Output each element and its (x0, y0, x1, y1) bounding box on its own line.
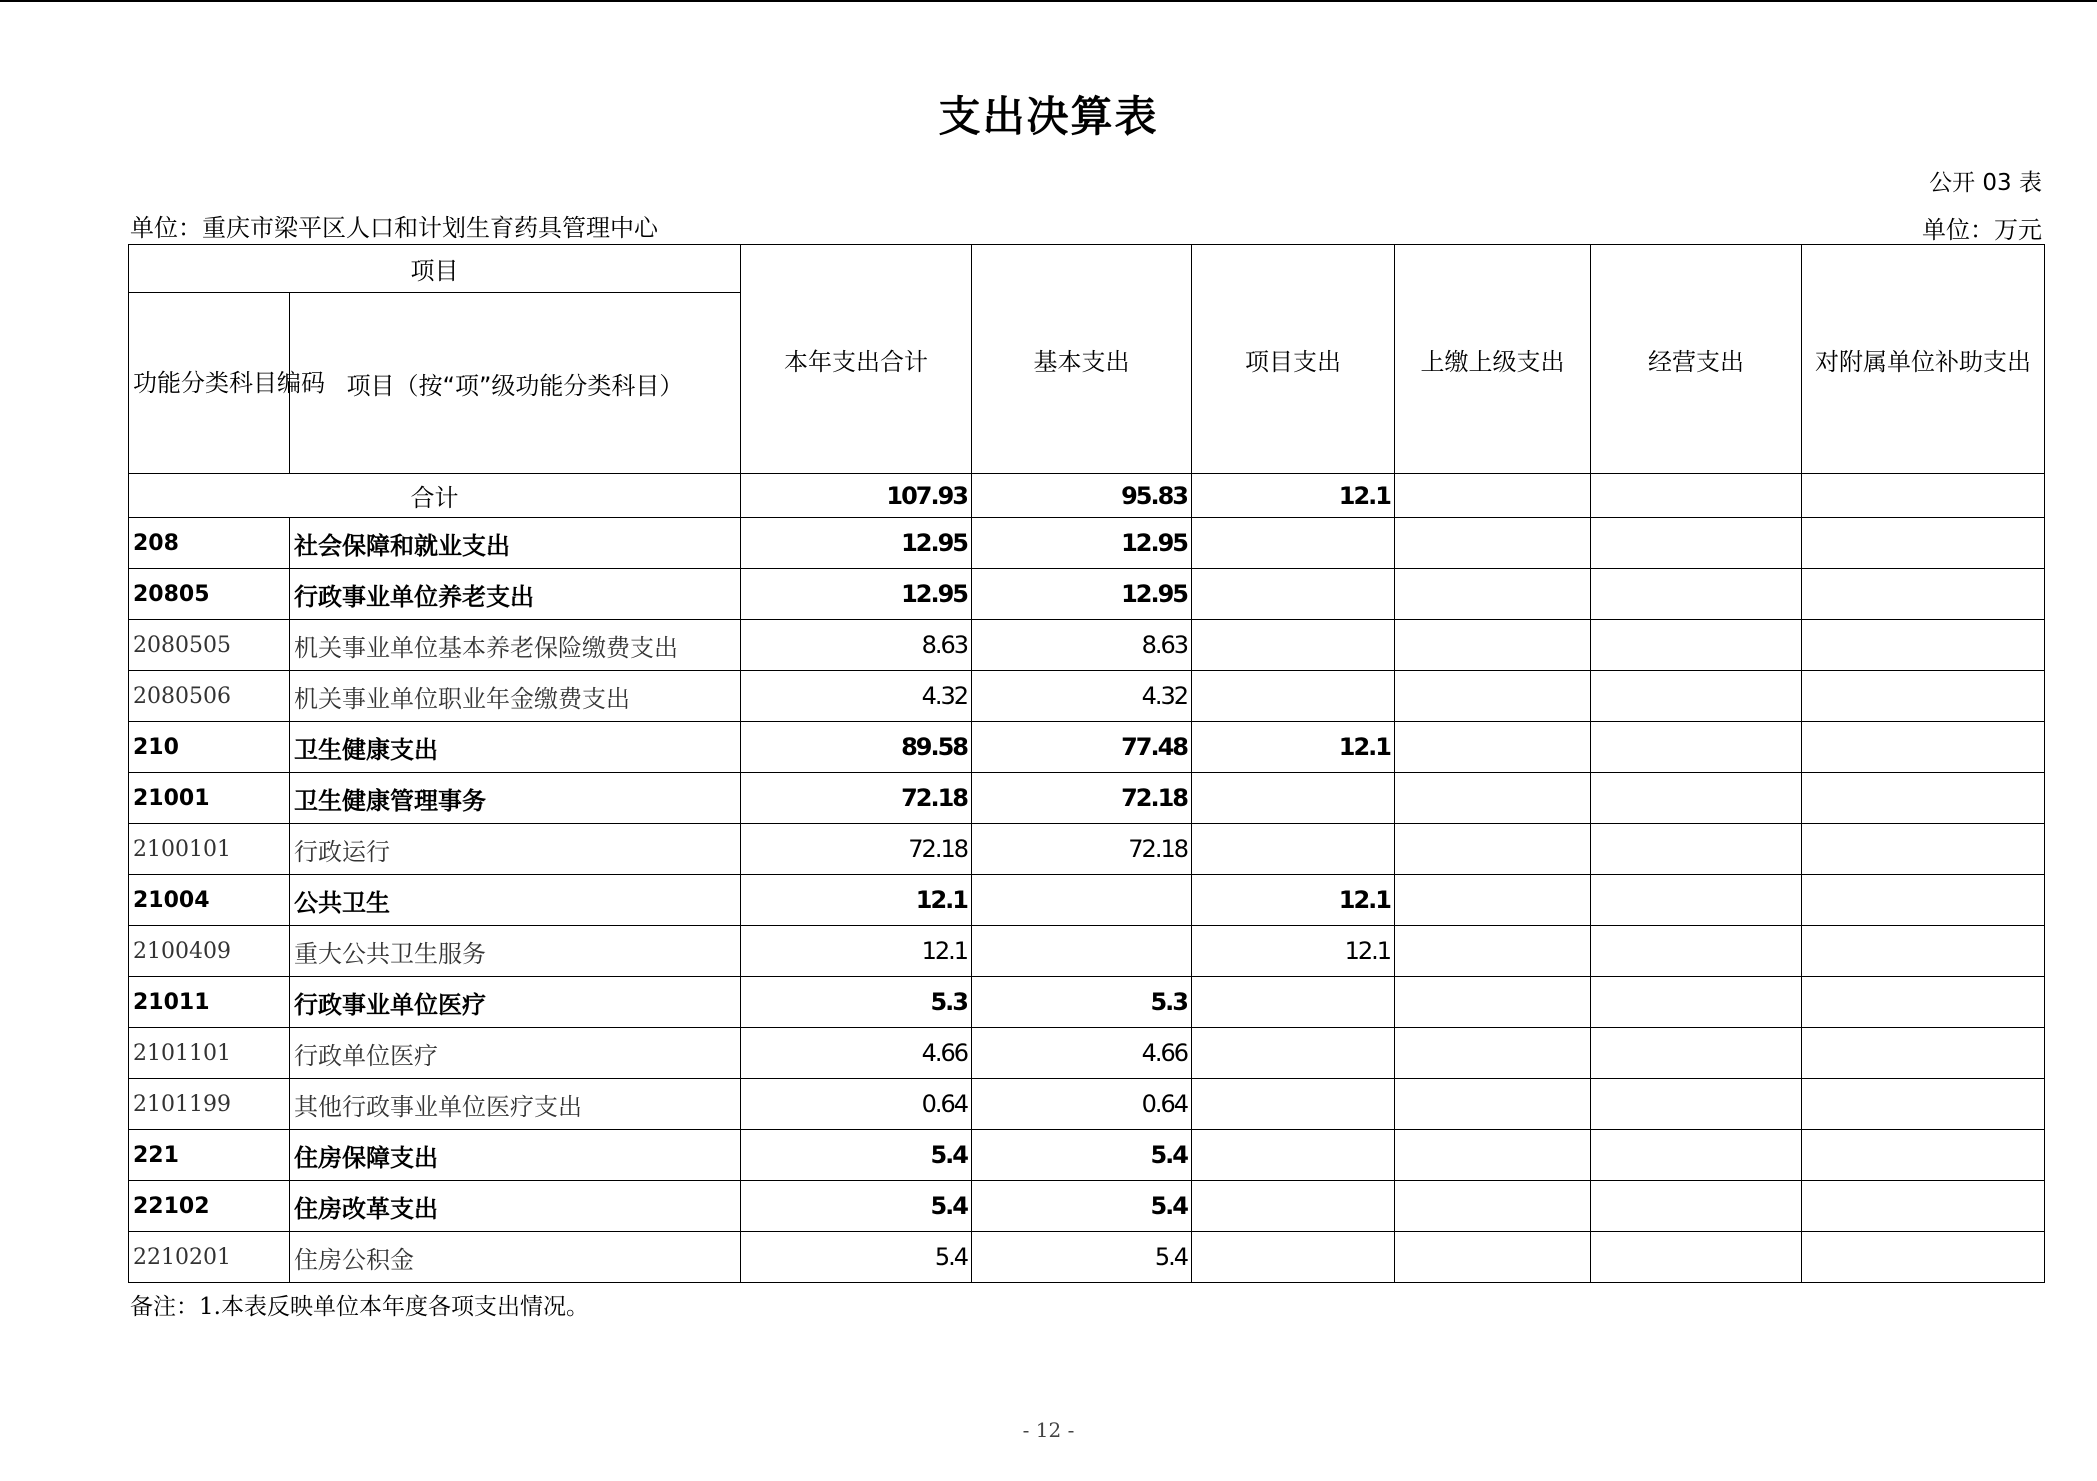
cell-project (1192, 1130, 1395, 1181)
cell-business (1591, 977, 1802, 1028)
cell-total: 72.18 (741, 824, 972, 875)
cell-subsidiary (1802, 977, 2045, 1028)
cell-item-name: 卫生健康管理事务 (290, 773, 741, 824)
cell-basic: 4.32 (972, 671, 1192, 722)
cell-code: 2100101 (129, 824, 290, 875)
cell-project: 12.1 (1192, 875, 1395, 926)
cell-total: 5.4 (741, 1181, 972, 1232)
cell-total: 0.64 (741, 1079, 972, 1130)
cell-upper (1395, 773, 1591, 824)
total-total: 107.93 (741, 474, 972, 518)
form-number: 公开 03 表 (1929, 170, 2042, 196)
cell-project (1192, 518, 1395, 569)
cell-upper (1395, 518, 1591, 569)
footnote: 备注：1.本表反映单位本年度各项支出情况。 (130, 1294, 589, 1320)
total-row (129, 474, 2045, 518)
page-title: 支出决算表 (938, 92, 1159, 141)
cell-subsidiary (1802, 773, 2045, 824)
cell-basic (972, 926, 1192, 977)
cell-item-name: 行政单位医疗 (290, 1028, 741, 1079)
cell-project (1192, 620, 1395, 671)
cell-upper (1395, 875, 1591, 926)
cell-total: 72.18 (741, 773, 972, 824)
cell-business (1591, 1232, 1802, 1283)
cell-item-name: 住房改革支出 (290, 1181, 741, 1232)
cell-project (1192, 824, 1395, 875)
cell-business (1591, 926, 1802, 977)
cell-subsidiary (1802, 1130, 2045, 1181)
cell-subsidiary (1802, 824, 2045, 875)
cell-upper (1395, 1232, 1591, 1283)
cell-item-name: 公共卫生 (290, 875, 741, 926)
cell-business (1591, 569, 1802, 620)
cell-business (1591, 671, 1802, 722)
cell-code: 2100409 (129, 926, 290, 977)
cell-subsidiary (1802, 1028, 2045, 1079)
cell-subsidiary (1802, 620, 2045, 671)
total-project: 12.1 (1192, 474, 1395, 518)
cell-business (1591, 620, 1802, 671)
table-row (129, 671, 2045, 722)
cell-basic: 5.4 (972, 1130, 1192, 1181)
total-business (1591, 474, 1802, 518)
cell-total: 89.58 (741, 722, 972, 773)
cell-item-name: 其他行政事业单位医疗支出 (290, 1079, 741, 1130)
cell-total: 5.4 (741, 1130, 972, 1181)
cell-project (1192, 1079, 1395, 1130)
cell-code: 21011 (129, 977, 290, 1028)
cell-subsidiary (1802, 1181, 2045, 1232)
cell-item-name: 机关事业单位职业年金缴费支出 (290, 671, 741, 722)
total-subsidiary (1802, 474, 2045, 518)
cell-project (1192, 1232, 1395, 1283)
table-row (129, 977, 2045, 1028)
total-label: 合计 (129, 474, 741, 518)
cell-business (1591, 1028, 1802, 1079)
cell-item-name: 住房公积金 (290, 1232, 741, 1283)
cell-item-name: 行政运行 (290, 824, 741, 875)
cell-basic (972, 875, 1192, 926)
table-row (129, 1079, 2045, 1130)
header-project: 项目 (129, 245, 741, 293)
cell-code: 208 (129, 518, 290, 569)
cell-total: 12.95 (741, 518, 972, 569)
cell-basic: 72.18 (972, 773, 1192, 824)
cell-upper (1395, 977, 1591, 1028)
header-item: 项目（按“项”级功能分类科目） (290, 293, 741, 474)
cell-subsidiary (1802, 569, 2045, 620)
header-project-expenditure: 项目支出 (1192, 245, 1395, 474)
cell-upper (1395, 722, 1591, 773)
cell-project (1192, 671, 1395, 722)
cell-upper (1395, 620, 1591, 671)
top-border-line (0, 0, 2097, 2)
cell-code: 2080505 (129, 620, 290, 671)
cell-total: 5.4 (741, 1232, 972, 1283)
table-row (129, 620, 2045, 671)
cell-item-name: 住房保障支出 (290, 1130, 741, 1181)
cell-basic: 5.3 (972, 977, 1192, 1028)
cell-upper (1395, 1130, 1591, 1181)
cell-subsidiary (1802, 926, 2045, 977)
header-code: 功能分类科目编码 (129, 293, 290, 474)
cell-code: 2080506 (129, 671, 290, 722)
cell-item-name: 卫生健康支出 (290, 722, 741, 773)
cell-upper (1395, 569, 1591, 620)
table-row (129, 1130, 2045, 1181)
cell-business (1591, 1130, 1802, 1181)
cell-code: 210 (129, 722, 290, 773)
cell-project (1192, 977, 1395, 1028)
total-upper (1395, 474, 1591, 518)
cell-subsidiary (1802, 518, 2045, 569)
cell-item-name: 社会保障和就业支出 (290, 518, 741, 569)
cell-project (1192, 569, 1395, 620)
page-number: - 12 - (1022, 1418, 1075, 1442)
cell-business (1591, 773, 1802, 824)
cell-basic: 5.4 (972, 1181, 1192, 1232)
cell-code: 221 (129, 1130, 290, 1181)
cell-upper (1395, 1079, 1591, 1130)
cell-subsidiary (1802, 671, 2045, 722)
header-subsidiary: 对附属单位补助支出 (1802, 245, 2045, 474)
cell-total: 8.63 (741, 620, 972, 671)
cell-total: 4.32 (741, 671, 972, 722)
cell-subsidiary (1802, 1232, 2045, 1283)
cell-item-name: 行政事业单位养老支出 (290, 569, 741, 620)
cell-total: 12.1 (741, 926, 972, 977)
header-business: 经营支出 (1591, 245, 1802, 474)
cell-item-name: 重大公共卫生服务 (290, 926, 741, 977)
table-row (129, 1181, 2045, 1232)
header-upper-level: 上缴上级支出 (1395, 245, 1591, 474)
table-row (129, 722, 2045, 773)
cell-total: 12.95 (741, 569, 972, 620)
cell-basic: 12.95 (972, 518, 1192, 569)
total-basic: 95.83 (972, 474, 1192, 518)
table-row (129, 824, 2045, 875)
cell-business (1591, 518, 1802, 569)
table-row (129, 1028, 2045, 1079)
cell-upper (1395, 671, 1591, 722)
cell-code: 2101101 (129, 1028, 290, 1079)
table-row (129, 569, 2045, 620)
table-row (129, 518, 2045, 569)
cell-business (1591, 875, 1802, 926)
header-total: 本年支出合计 (741, 245, 972, 474)
cell-basic: 8.63 (972, 620, 1192, 671)
cell-total: 12.1 (741, 875, 972, 926)
table-row (129, 1232, 2045, 1283)
cell-upper (1395, 824, 1591, 875)
cell-project (1192, 1028, 1395, 1079)
cell-project (1192, 773, 1395, 824)
organization-unit: 单位：重庆市梁平区人口和计划生育药具管理中心 (130, 214, 658, 242)
cell-business (1591, 722, 1802, 773)
header-basic: 基本支出 (972, 245, 1192, 474)
cell-business (1591, 824, 1802, 875)
cell-basic: 0.64 (972, 1079, 1192, 1130)
cell-upper (1395, 1028, 1591, 1079)
table-row (129, 926, 2045, 977)
table-row (129, 773, 2045, 824)
cell-project: 12.1 (1192, 926, 1395, 977)
cell-code: 2210201 (129, 1232, 290, 1283)
cell-business (1591, 1079, 1802, 1130)
cell-item-name: 机关事业单位基本养老保险缴费支出 (290, 620, 741, 671)
cell-project (1192, 1181, 1395, 1232)
cell-subsidiary (1802, 1079, 2045, 1130)
cell-code: 22102 (129, 1181, 290, 1232)
cell-item-name: 行政事业单位医疗 (290, 977, 741, 1028)
expenditure-table (128, 244, 2045, 1283)
cell-code: 21001 (129, 773, 290, 824)
cell-business (1591, 1181, 1802, 1232)
cell-basic: 4.66 (972, 1028, 1192, 1079)
cell-basic: 5.4 (972, 1232, 1192, 1283)
cell-total: 4.66 (741, 1028, 972, 1079)
cell-upper (1395, 926, 1591, 977)
cell-subsidiary (1802, 875, 2045, 926)
cell-basic: 12.95 (972, 569, 1192, 620)
cell-code: 21004 (129, 875, 290, 926)
cell-code: 2101199 (129, 1079, 290, 1130)
currency-unit: 单位：万元 (1922, 216, 2042, 244)
cell-project: 12.1 (1192, 722, 1395, 773)
cell-subsidiary (1802, 722, 2045, 773)
cell-basic: 77.48 (972, 722, 1192, 773)
cell-code: 20805 (129, 569, 290, 620)
cell-basic: 72.18 (972, 824, 1192, 875)
table-row (129, 875, 2045, 926)
cell-upper (1395, 1181, 1591, 1232)
cell-total: 5.3 (741, 977, 972, 1028)
